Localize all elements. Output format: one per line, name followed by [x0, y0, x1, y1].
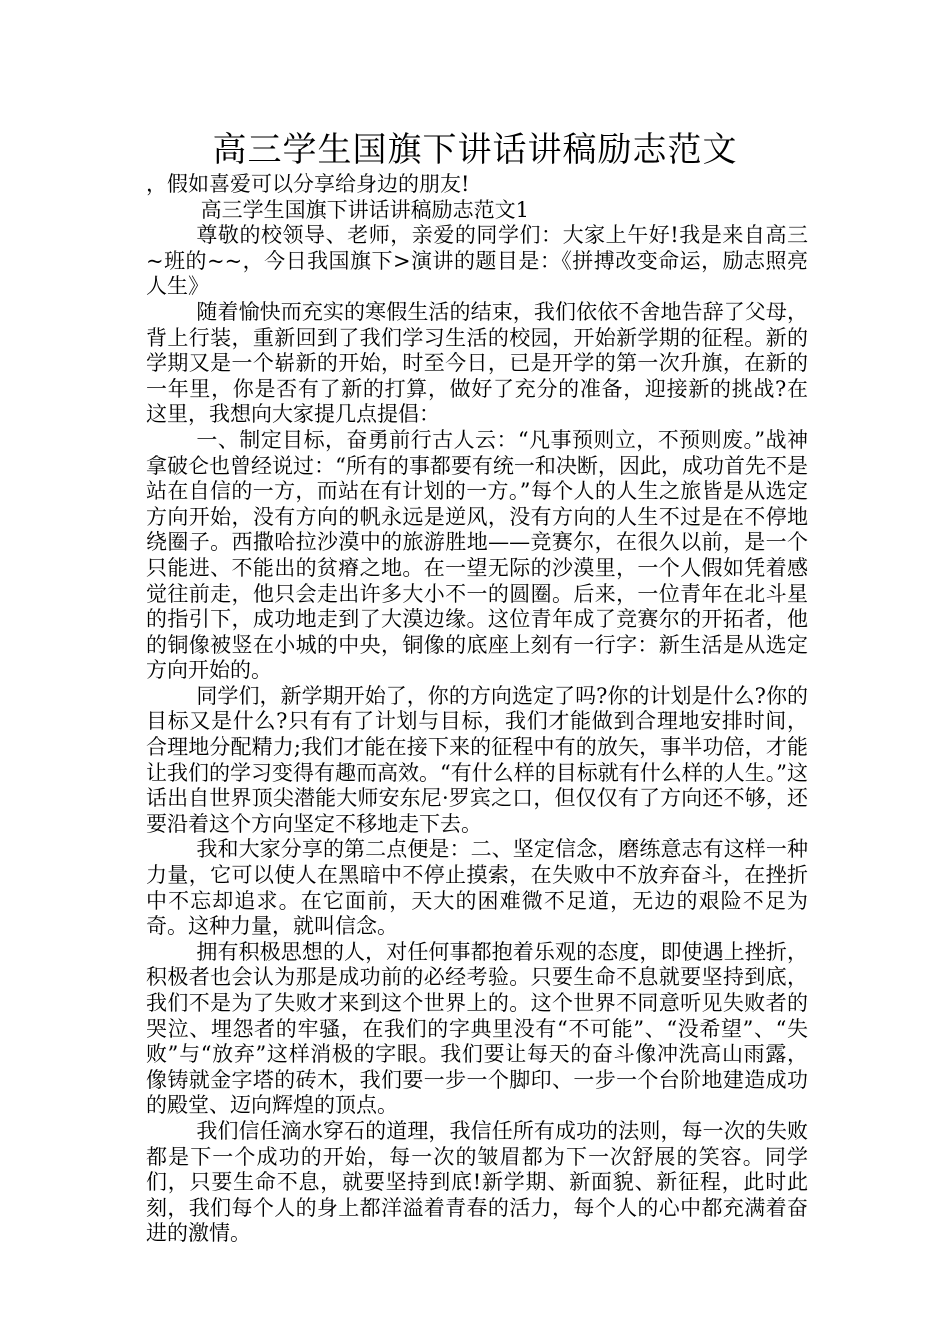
- document-title: 高三学生国旗下讲话讲稿励志范文: [212, 130, 738, 170]
- paragraph-new-semester: 随着愉快而充实的寒假生活的结束，我们依依不舍地告辞了父母，背上行装，重新回到了我们学习生活的校园，开始新学期的征程。新的学期又是一个崭新的开始，时至今日，已是开学的第一次升旗，在新的一年里，你是否有了新的打算，做好了充分的准备，迎接新的挑战?在这里，我想向大家提几点提倡：: [146, 299, 808, 427]
- section-subtitle: 高三学生国旗下讲话讲稿励志范文1: [200, 197, 529, 222]
- document-body: [146, 172, 808, 1247]
- intro-line: ，假如喜爱可以分享给身边的朋友!: [146, 172, 470, 196]
- paragraph-positive-thinking: 拥有积极思想的人，对任何事都抱着乐观的态度，即使遇上挫折，积极者也会认为那是成功前的必经考验。只要生命不息就要坚持到底，我们不是为了失败才来到这个世界上的。这个世界不同意听见失败者的哭泣、埋怨者的牢骚，在我们的字典里没有“不可能”、“没希望”、“失败”与“放弃”这样消极的字眼。我们要让每天的奋斗像冲洗高山雨露，像铸就金字塔的砖木，我们要一步一个脚印、一步一个台阶地建造成功的殿堂、迈向辉煌的顶点。: [146, 939, 808, 1118]
- paragraph-greeting: 尊敬的校领导、老师，亲爱的同学们：大家上午好!我是来自高三~班的~~，今日我国旗下>演讲的题目是：《拼搏改变命运，励志照亮人生》: [146, 223, 808, 299]
- paragraph-set-goals: 一、制定目标，奋勇前行古人云：“凡事预则立，不预则废。”战神拿破仑也曾经说过：“所有的事都要有统一和决断，因此，成功首先不是站在自信的一方，而站在有计划的一方。”每个人的人生之旅皆是从选定方向开始，没有方向的帆永远是逆风，没有方向的人生不过是在不停地绕圈子。西撒哈拉沙漠中的旅游胜地——竞赛尔，在很久以前，是一个只能进、不能出的贫瘠之地。在一望无际的沙漠里，一个人假如凭着感觉往前走，他只会走出许多大小不一的圆圈。后来，一位青年在北斗星的指引下，成功地走到了大漠边缘。这位青年成了竞赛尔的开拓者，他的铜像被竖在小城的中央，铜像的底座上刻有一行字：新生活是从选定方向开始的。: [146, 427, 808, 683]
- paragraph-persistence: 我们信任滴水穿石的道理，我信任所有成功的法则，每一次的失败都是下一个成功的开始，每一次的皱眉都为下一次舒展的笑容。同学们，只要生命不息，就要坚持到底!新学期、新面貌、新征程，此时此刻，我们每个人的身上都洋溢着青春的活力，每个人的心中都充满着奋进的激情。: [146, 1118, 808, 1246]
- paragraph-direction: 同学们，新学期开始了，你的方向选定了吗?你的计划是什么?你的目标又是什么?只有有了计划与目标，我们才能做到合理地安排时间，合理地分配精力;我们才能在接下来的征程中有的放矢，事半功倍，才能让我们的学习变得有趣而高效。“有什么样的目标就有什么样的人生。”这话出自世界顶尖潜能大师安东尼·罗宾之口，但仅仅有了方向还不够，还要沿着这个方向坚定不移地走下去。: [146, 683, 808, 836]
- paragraph-belief: 我和大家分享的第二点便是：二、坚定信念，磨练意志有这样一种力量，它可以使人在黑暗中不停止摸索，在失败中不放弃奋斗，在挫折中不忘却追求。在它面前，天大的困难微不足道，无边的艰险不足为奇。这种力量，就叫信念。: [146, 837, 808, 939]
